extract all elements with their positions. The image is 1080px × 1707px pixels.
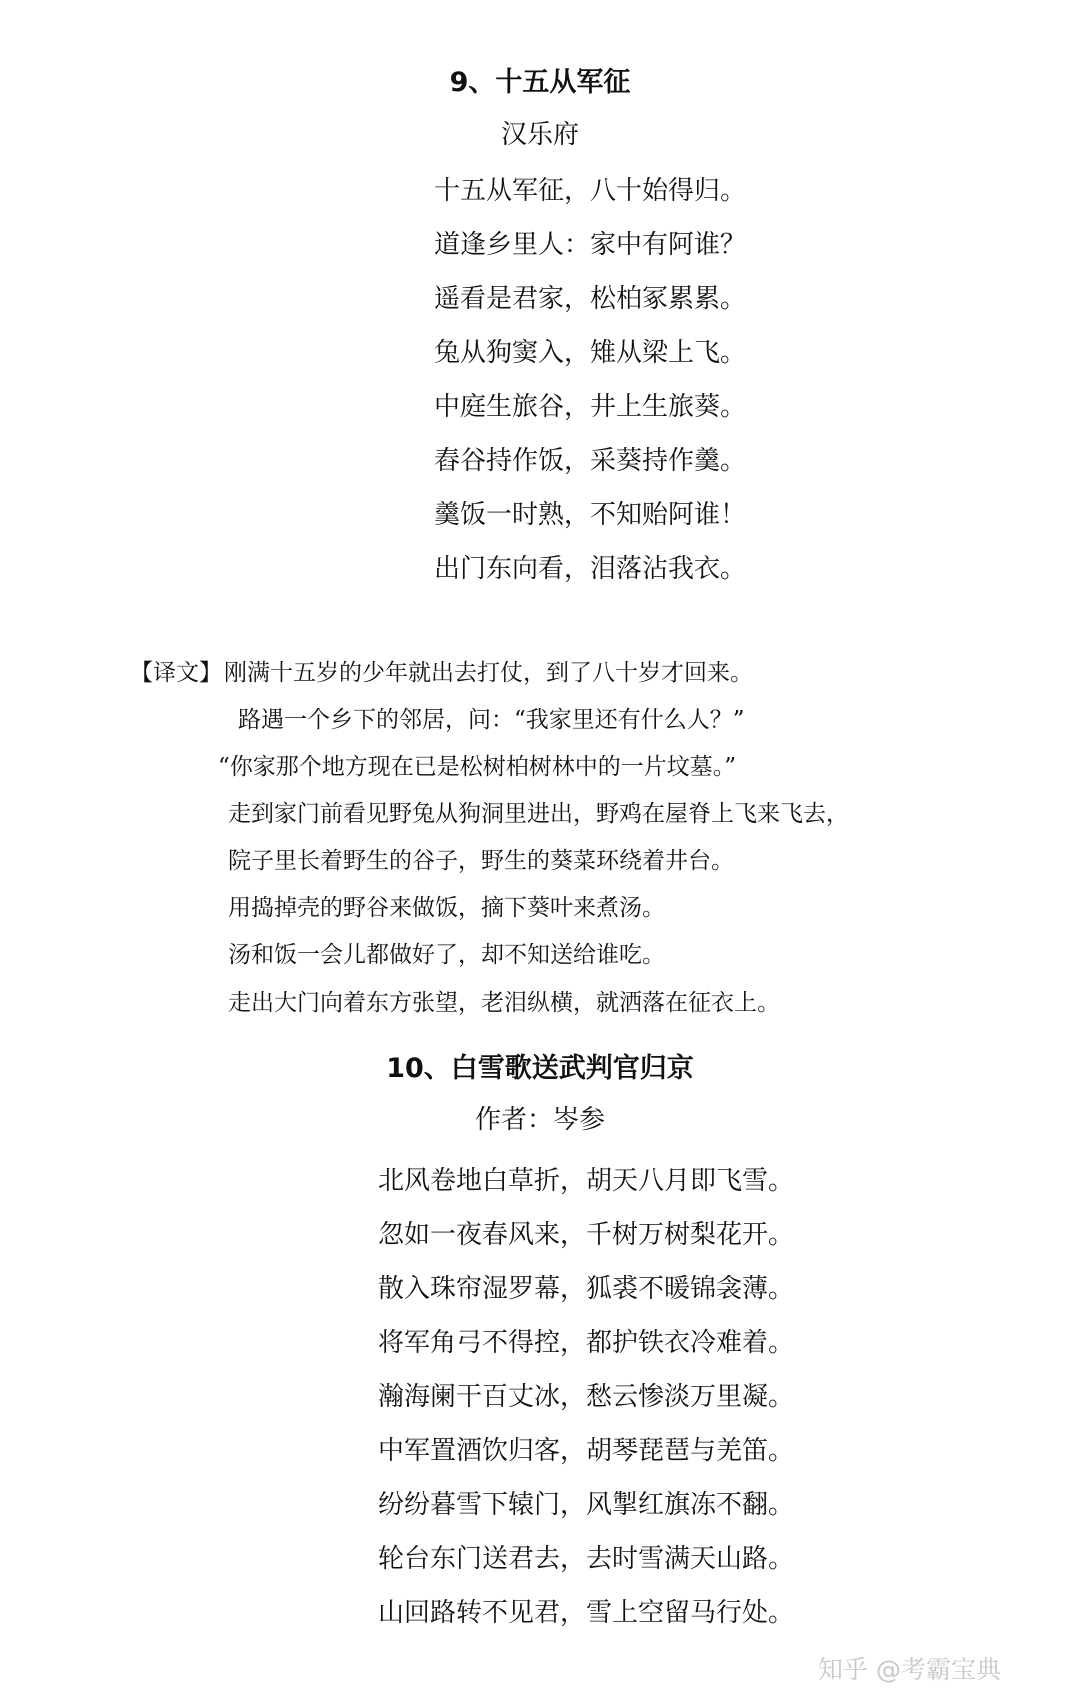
translation-line: 走出大门向着东方张望，老泪纵横，就洒落在征衣上。 [228, 990, 780, 1016]
translation-line: 【译文】刚满十五岁的少年就出去打仗，到了八十岁才回来。 [130, 660, 753, 686]
poem2-line: 将军角弓不得控，都护铁衣冷难着。 [378, 1328, 795, 1358]
poem1-line: 十五从军征，八十始得归。 [434, 176, 747, 206]
poem1-author: 汉乐府 [500, 120, 579, 150]
zhihu-watermark: 知乎 @考霸宝典 [818, 1655, 1001, 1684]
translation-line: 走到家门前看见野兔从狗洞里进出，野鸡在屋脊上飞来飞去， [228, 801, 849, 827]
poem2-title: 10、白雪歌送武判官归京 [386, 1053, 694, 1084]
poem2-line: 北风卷地白草折，胡天八月即飞雪。 [378, 1166, 795, 1196]
poem2-line: 轮台东门送君去，去时雪满天山路。 [378, 1544, 795, 1574]
poem2-line: 散入珠帘湿罗幕，狐裘不暖锦衾薄。 [378, 1274, 795, 1304]
poem1-title: 9、十五从军征 [449, 67, 631, 98]
translation-tag: 【译文】 [130, 660, 222, 686]
poem1-line: 道逢乡里人：家中有阿谁？ [434, 230, 747, 260]
poem1-line: 遥看是君家，松柏冢累累。 [434, 284, 747, 314]
translation-line: 用捣掉壳的野谷来做饭，摘下葵叶来煮汤。 [228, 895, 665, 921]
translation-line: 汤和饭一会儿都做好了，却不知送给谁吃。 [228, 942, 665, 968]
poem1-line: 羹饭一时熟，不知贻阿谁！ [434, 500, 747, 530]
poem1-line: 出门东向看，泪落沾我衣。 [434, 554, 747, 584]
poem2-author: 作者：岑参 [474, 1105, 605, 1135]
poem2-lines [378, 1154, 794, 1640]
translation-line: “你家那个地方现在已是松树柏树林中的一片坟墓。” [218, 754, 737, 780]
translation-line: 路遇一个乡下的邻居，问：“我家里还有什么人？” [238, 707, 745, 733]
poem2-line: 中军置酒饮归客，胡琴琵琶与羌笛。 [378, 1436, 795, 1466]
poem2-line: 山回路转不见君，雪上空留马行处。 [378, 1598, 795, 1628]
poem1-lines [434, 164, 746, 596]
poem2-line: 瀚海阑干百丈冰，愁云惨淡万里凝。 [378, 1382, 795, 1412]
translation-line: 院子里长着野生的谷子，野生的葵菜环绕着井台。 [228, 848, 734, 874]
poem1-line: 兔从狗窦入，雉从梁上飞。 [434, 338, 747, 368]
poem1-line: 中庭生旅谷，井上生旅葵。 [434, 392, 747, 422]
poem1-line: 舂谷持作饭，采葵持作羹。 [434, 446, 747, 476]
poem2-line: 忽如一夜春风来，千树万树梨花开。 [378, 1220, 795, 1250]
poem2-line: 纷纷暮雪下辕门，风掣红旗冻不翻。 [378, 1490, 795, 1520]
